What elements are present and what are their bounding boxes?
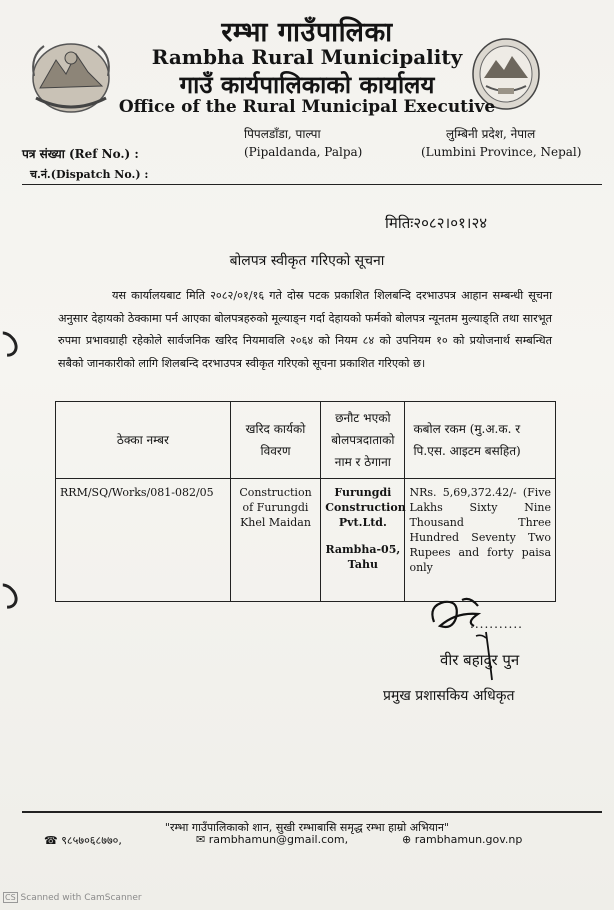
camscanner-logo-icon: CS [5, 893, 16, 902]
cell-bidder [321, 479, 405, 602]
cell-description: Construction of Furungdi Khel Maidan [230, 479, 321, 602]
table-header-row [56, 402, 556, 479]
footer-email [196, 833, 348, 846]
header-contract-number: ठेक्का नम्बर [56, 402, 231, 479]
ref-number-label: पत्र संख्या (Ref No.) : [22, 147, 139, 161]
province-nepali: लुम्बिनी प्रदेश, नेपाल [446, 127, 536, 141]
municipality-name-english: Rambha Rural Municipality [151, 45, 463, 69]
footer-phone [44, 833, 122, 848]
bid-acceptance-table [55, 401, 556, 602]
header-bid-amount: कबोल रकम (मु.अ.क. र पि.एस. आइटम बसहित) [405, 402, 556, 479]
bidder-name: Furungdi Construction Pvt.Ltd. [325, 486, 406, 529]
email-address: rambhamun@gmail.com, [208, 833, 349, 846]
header-procurement-description: खरिद कार्यको विवरण [230, 402, 321, 479]
signature-line: ........... [470, 617, 523, 631]
table-row [56, 479, 556, 602]
scanner-watermark [3, 892, 142, 903]
footer-divider [22, 811, 602, 813]
office-name-nepali: गाउँ कार्यपालिकाको कार्यालय [179, 70, 435, 99]
punch-hole-mark [0, 578, 23, 613]
address-english: (Pipaldanda, Palpa) [244, 145, 363, 159]
dispatch-number-label: च.नं.(Dispatch No.) : [30, 168, 149, 181]
cell-amount: NRs. 5,69,372.42/- (Five Lakhs Sixty Nine Thousand Three Hundred Seventy Two Rupees and forty paisa only [405, 479, 556, 602]
phone-number: ९८५७०६८७७०, [61, 834, 122, 847]
website-url: rambhamun.gov.np [414, 833, 523, 846]
mail-icon: ✉ [196, 833, 206, 846]
bidder-address: Rambha-05, Tahu [325, 543, 401, 571]
header-divider [22, 184, 602, 185]
scanner-text: Scanned with CamScanner [20, 893, 142, 903]
notice-body: यस कार्यालयबाट मिति २०८२/०१/१६ गते दोस्र पटक प्रकाशित शिलबन्दि दरभाउपत्र आहान सम्बन्धी सूचना अनुसार देहायको ठेक्कामा पर्न आएका बोलपत्रहरुको मूल्याङ्न गर्दा देहायको फर्मको बोलपत्र न्यूनतम मुल्याङ्ति तथा सारभूत रुपमा प्रभावग्राही रहेकोले सार्वजनिक खरिद नियमावलि २०६४ को नियम ८४ को उपनियम १० को प्रयोजनार्थ सम्बन्धित सबैको जानकारीको लागि शिलबन्दि दरभाउपत्र स्वीकृत गरिएको सूचना प्रकाशित गरिएको छ। [58, 289, 552, 370]
punch-hole-mark [0, 326, 23, 361]
cell-contract-number: RRM/SQ/Works/081-082/05 [56, 479, 231, 602]
office-name-english: Office of the Rural Municipal Executive [118, 97, 496, 117]
address-nepali: पिपलडाँडा, पाल्पा [244, 127, 321, 141]
footer-slogan: "रम्भा गाउँपालिकाको शान, सुखी रम्भाबासि समृद्ध रम्भा हाम्रो अभियान" [164, 821, 450, 834]
municipality-name-nepali: रम्भा गाउँपालिका [221, 17, 393, 48]
phone-icon: ☎ [44, 834, 58, 847]
notice-title: बोलपत्र स्वीकृत गरिएको सूचना [229, 253, 385, 269]
province-english: (Lumbini Province, Nepal) [421, 145, 582, 159]
signer-designation: प्रमुख प्रशासकिय अधिकृत [383, 688, 515, 704]
letter-date: मितिः२०८२।०१।२४ [385, 214, 488, 232]
signer-name: वीर बहादुर पुन [440, 651, 520, 669]
globe-icon: ⊕ [402, 833, 412, 846]
footer-website [402, 833, 522, 846]
header-selected-bidder: छनौट भएको बोलपत्रदाताको नाम र ठेगाना [321, 402, 405, 479]
